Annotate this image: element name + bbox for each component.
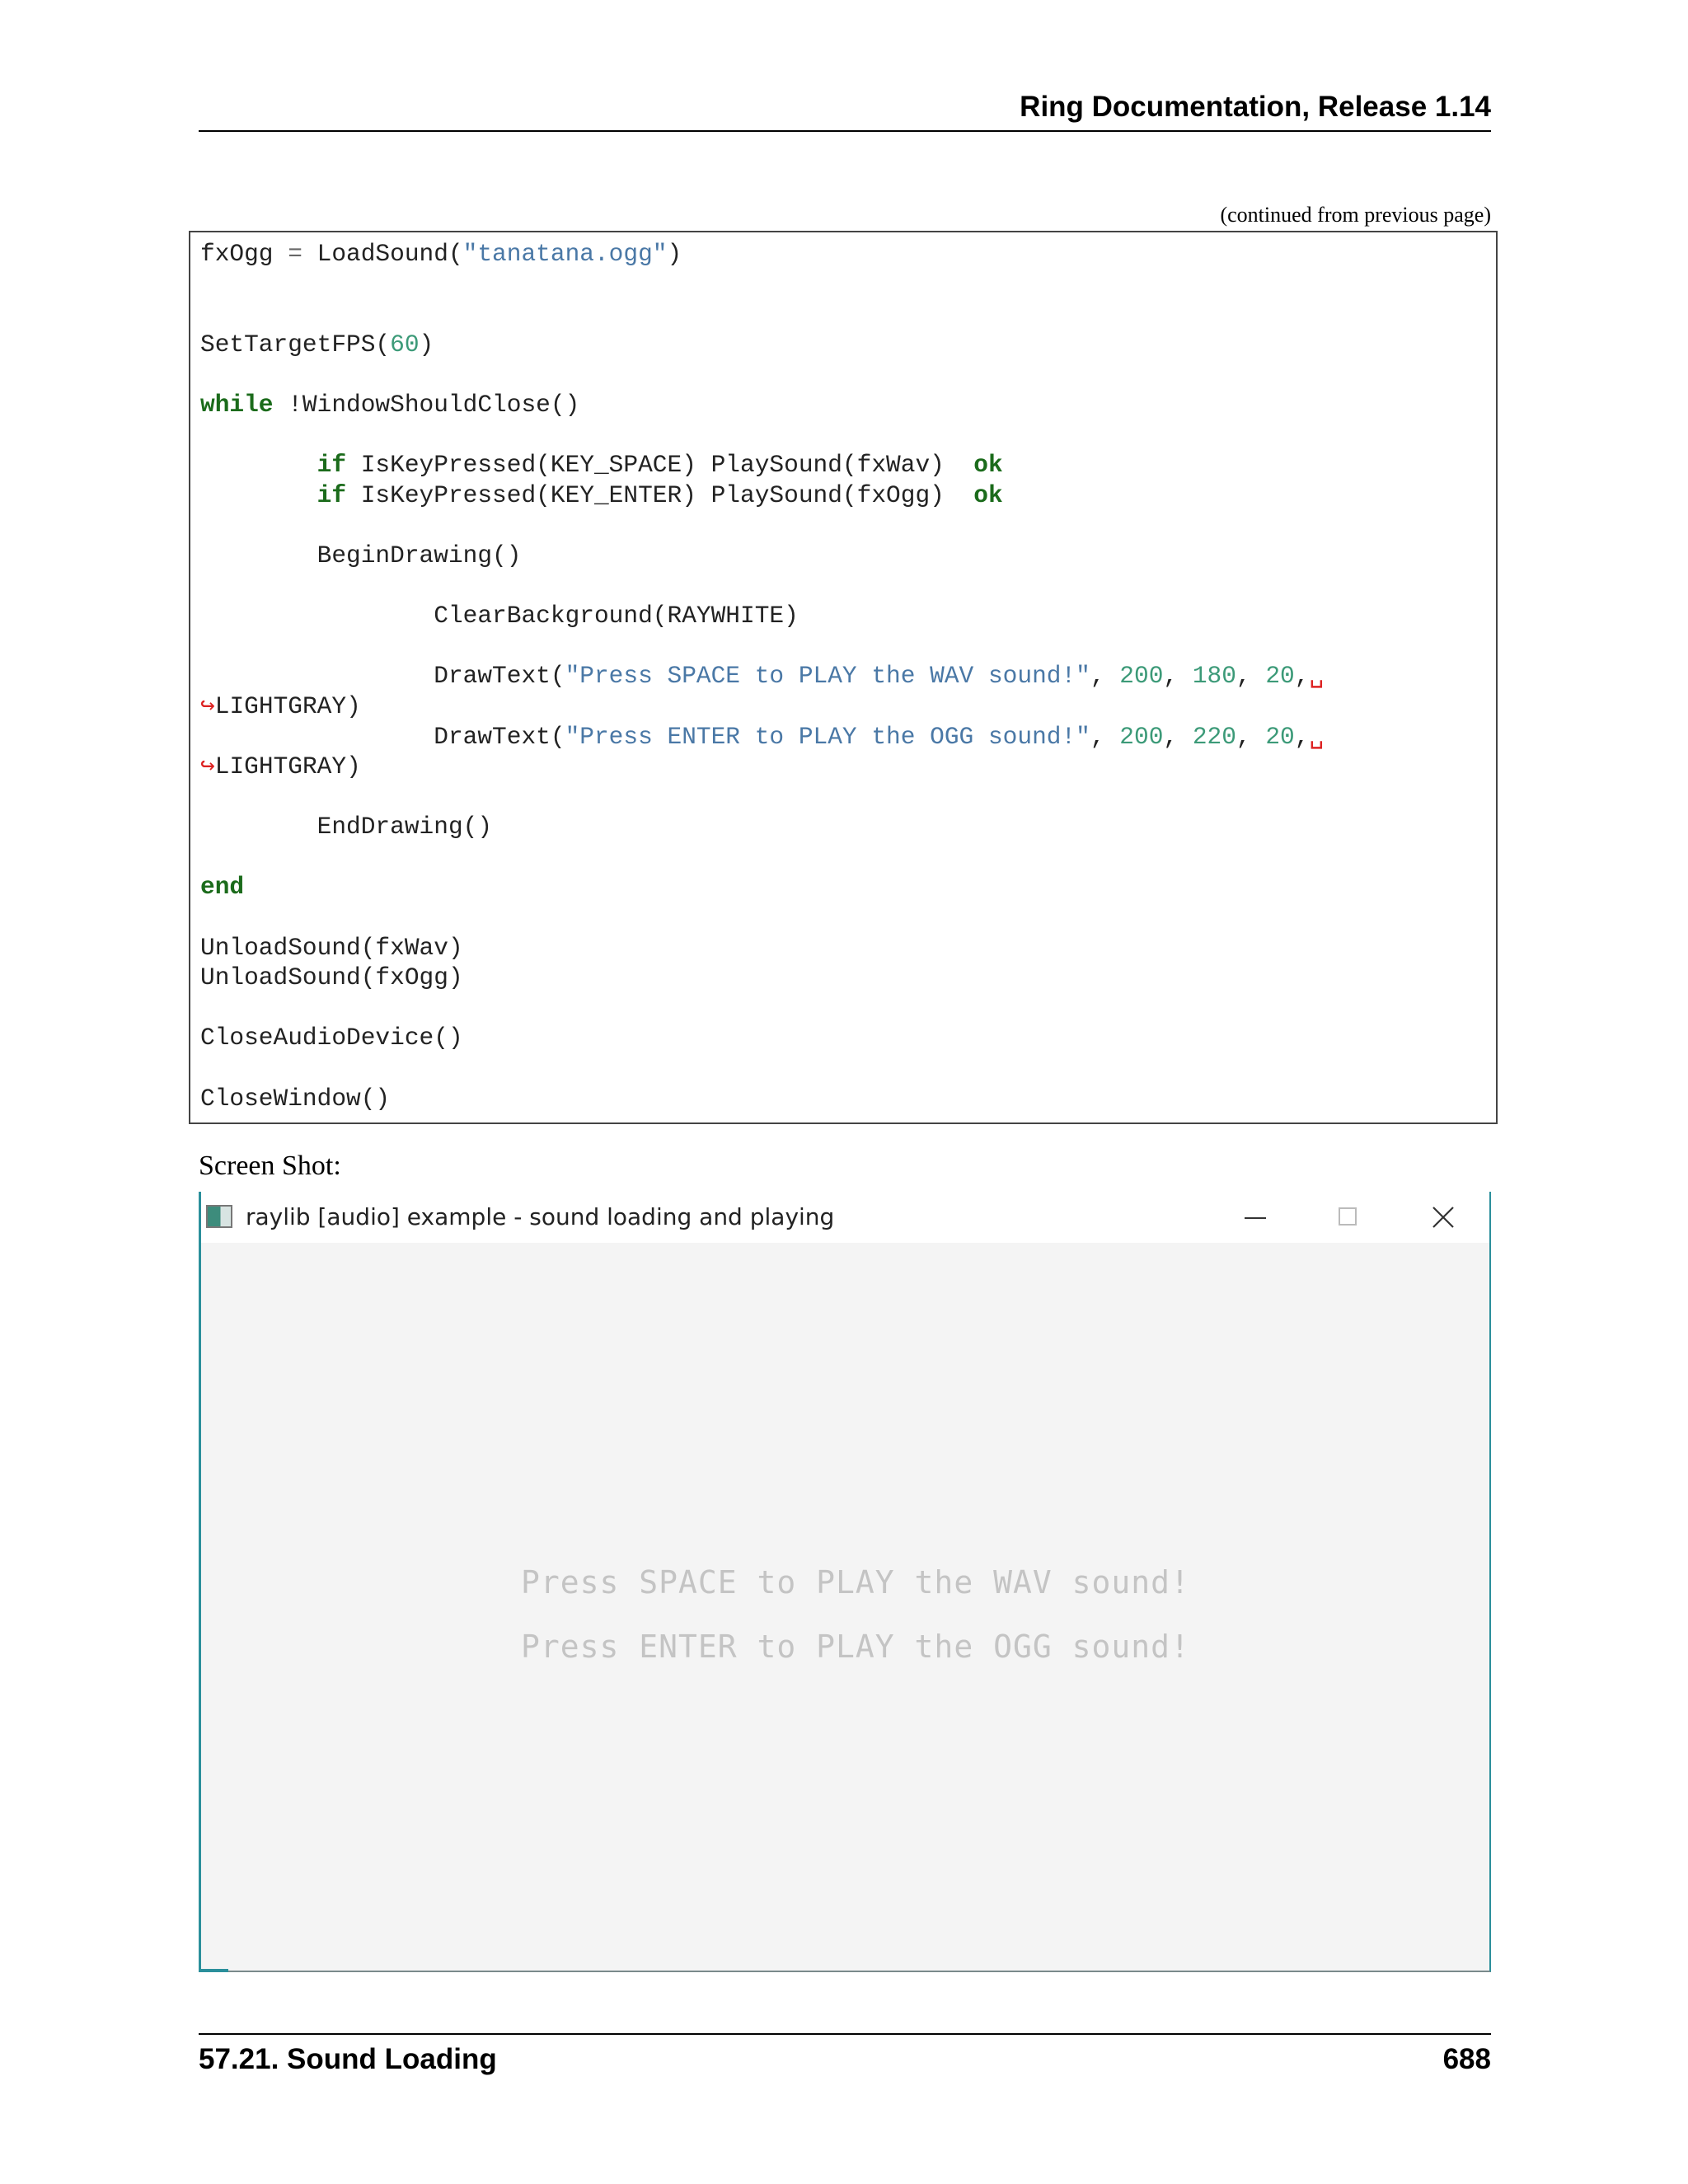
code-token: , — [1090, 662, 1120, 691]
code-line — [200, 723, 1324, 751]
code-token: ↪ — [200, 752, 215, 781]
code-line — [200, 451, 1003, 479]
code-line — [200, 481, 1003, 509]
code-token: LIGHTGRAY) — [214, 752, 361, 781]
code-token: ␣ — [1309, 722, 1325, 751]
code-token: DrawText( — [200, 722, 565, 751]
window-title: raylib [audio] example - sound loading and playing — [246, 1203, 835, 1230]
window-titlebar — [201, 1192, 1489, 1243]
code-token: end — [200, 873, 245, 902]
code-token: "Press ENTER to PLAY the OGG sound!" — [565, 722, 1090, 751]
code-token: IsKeyPressed(KEY_ENTER) PlaySound(fxOgg) — [346, 480, 974, 509]
code-line — [200, 602, 799, 630]
code-token: DrawText( — [200, 662, 565, 691]
code-block — [189, 231, 1498, 1124]
code-token: ↪ — [200, 691, 215, 720]
code-token: , — [1236, 662, 1266, 691]
code-token: ok — [973, 451, 1003, 480]
code-token: 20 — [1265, 662, 1295, 691]
code-token: 200 — [1119, 722, 1164, 751]
page-header — [199, 91, 1491, 132]
code-token: , — [1236, 722, 1266, 751]
code-line — [200, 391, 579, 419]
code-token: , — [1090, 722, 1120, 751]
game-text-line-1: Press SPACE to PLAY the WAV sound! — [521, 1564, 1190, 1601]
section-title: 57.21. Sound Loading — [199, 2043, 497, 2075]
code-token: while — [200, 390, 274, 419]
code-token: 180 — [1192, 662, 1236, 691]
window-accent — [199, 1969, 228, 1972]
code-token: SetTargetFPS( — [200, 330, 391, 359]
code-token: , — [1163, 722, 1193, 751]
code-token: BeginDrawing() — [200, 541, 522, 569]
code-token: UnloadSound(fxWav) — [200, 933, 463, 962]
code-line — [200, 692, 361, 720]
code-line — [200, 934, 463, 962]
code-token: , — [1294, 662, 1310, 691]
code-token: UnloadSound(fxOgg) — [200, 963, 463, 992]
code-token: EndDrawing() — [200, 813, 493, 841]
code-line — [200, 963, 463, 991]
code-token: ok — [973, 480, 1003, 509]
code-token: , — [1163, 662, 1193, 691]
code-token: !WindowShouldClose() — [273, 390, 580, 419]
code-token: LoadSound( — [302, 240, 463, 268]
code-token: "Press SPACE to PLAY the WAV sound!" — [565, 662, 1090, 691]
code-token: CloseAudioDevice() — [200, 1024, 463, 1052]
code-line — [200, 541, 521, 569]
code-token: ) — [419, 330, 434, 359]
code-token: if — [316, 451, 347, 480]
code-line — [200, 873, 244, 901]
code-line — [200, 662, 1324, 690]
code-line — [200, 1024, 463, 1052]
page-footer — [199, 2033, 1491, 2081]
code-token: if — [316, 480, 347, 509]
app-icon — [206, 1205, 232, 1228]
code-listing — [200, 239, 1324, 1113]
code-token: , — [1294, 722, 1310, 751]
code-line — [200, 1085, 390, 1113]
document-title: Ring Documentation, Release 1.14 — [1020, 91, 1491, 123]
screenshot-label: Screen Shot: — [199, 1151, 341, 1181]
code-line — [200, 240, 682, 268]
code-token: 20 — [1265, 722, 1295, 751]
minimize-icon[interactable] — [1230, 1200, 1279, 1235]
code-token: IsKeyPressed(KEY_SPACE) PlaySound(fxWav) — [346, 451, 974, 480]
code-token: = — [288, 240, 302, 268]
code-token — [200, 481, 317, 509]
code-line — [200, 813, 492, 841]
code-token: LIGHTGRAY) — [214, 691, 361, 720]
code-token: ClearBackground(RAYWHITE) — [200, 602, 799, 630]
code-token: 60 — [390, 330, 420, 359]
code-token: ) — [667, 240, 682, 268]
code-token: 200 — [1119, 662, 1164, 691]
code-token: fxOgg — [200, 240, 288, 268]
code-token: 220 — [1192, 722, 1236, 751]
code-token: "tanatana.ogg" — [462, 240, 668, 268]
code-token — [200, 451, 317, 479]
close-icon[interactable] — [1418, 1200, 1467, 1235]
window-client-area — [201, 1243, 1489, 1971]
maximize-icon[interactable] — [1323, 1200, 1372, 1235]
code-line — [200, 330, 434, 359]
app-window-screenshot — [199, 1192, 1491, 1972]
code-token: CloseWindow() — [200, 1084, 391, 1113]
code-line — [200, 752, 361, 780]
game-text-line-2: Press ENTER to PLAY the OGG sound! — [521, 1629, 1190, 1665]
page-number: 688 — [1442, 2043, 1491, 2075]
code-token: ␣ — [1309, 662, 1325, 691]
continued-note: (continued from previous page) — [1220, 203, 1491, 227]
